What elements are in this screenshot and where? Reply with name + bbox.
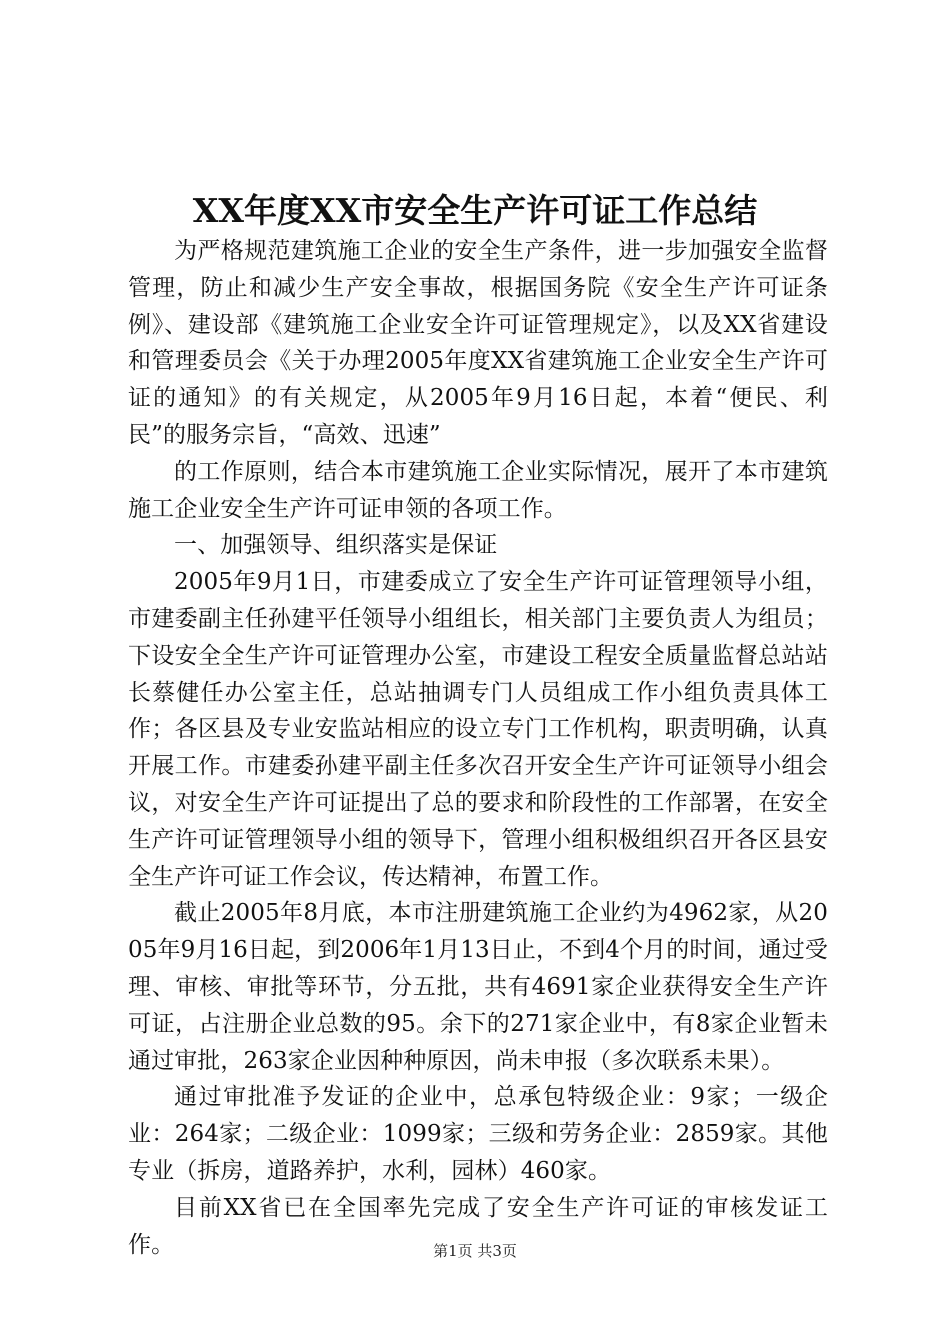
paragraph-principle: 的工作原则，结合本市建筑施工企业实际情况，展开了本市建筑施工企业安全生产许可证申领的各项工作。 — [128, 458, 828, 522]
document-body — [128, 233, 828, 1263]
page-number-footer: 第1页 共3页 — [433, 1242, 517, 1260]
paragraph-conclusion: 目前XX省已在全国率先完成了安全生产许可证的审核发证工作。 — [128, 1194, 828, 1258]
paragraph-intro: 为严格规范建筑施工企业的安全生产条件，进一步加强安全监督管理，防止和减少生产安全事故，根据国务院《安全生产许可证条例》、建设部《建筑施工企业安全许可证管理规定》，以及XX省建设和管理委员会《关于办理2005年度XX省建筑施工企业安全生产许可证的通知》的有关规定，从2005年9月16日起，本着“便民、利民”的服务宗旨，“高效、迅速” — [128, 238, 828, 448]
paragraph-approved-breakdown: 通过审批准予发证的企业中，总承包特级企业：9家；一级企业：264家；二级企业：1099家；三级和劳务企业：2859家。其他专业（拆房，道路养护，水利，园林）460家。 — [128, 1084, 828, 1184]
paragraph-leadership: 2005年9月1日，市建委成立了安全生产许可证管理领导小组，市建委副主任孙建平任领导小组组长，相关部门主要负责人为组员；下设安全全生产许可证管理办公室，市建设工程安全质量监督总站站长蔡健任办公室主任，总站抽调专门人员组成工作小组负责具体工作；各区县及专业安监站相应的设立专门工作机构，职责明确，认真开展工作。市建委孙建平副主任多次召开安全生产许可证领导小组会议，对安全生产许可证提出了总的要求和阶段性的工作部署，在安全生产许可证管理领导小组的领导下，管理小组积极组织召开各区县安全生产许可证工作会议，传达精神，布置工作。 — [128, 569, 828, 890]
section-heading: 一、加强领导、组织落实是保证 — [174, 532, 498, 559]
paragraph-statistics: 截止2005年8月底，本市注册建筑施工企业约为4962家，从2005年9月16日起，到2006年1月13日止，不到4个月的时间，通过受理、审核、审批等环节，分五批，共有4691家企业获得安全生产许可证，占注册企业总数的95。余下的271家企业中，有8家企业暂未通过审批，263家企业因种种原因，尚未申报（多次联系未果）。 — [128, 900, 828, 1074]
document-title: XX年度XX市安全生产许可证工作总结 — [192, 191, 758, 230]
